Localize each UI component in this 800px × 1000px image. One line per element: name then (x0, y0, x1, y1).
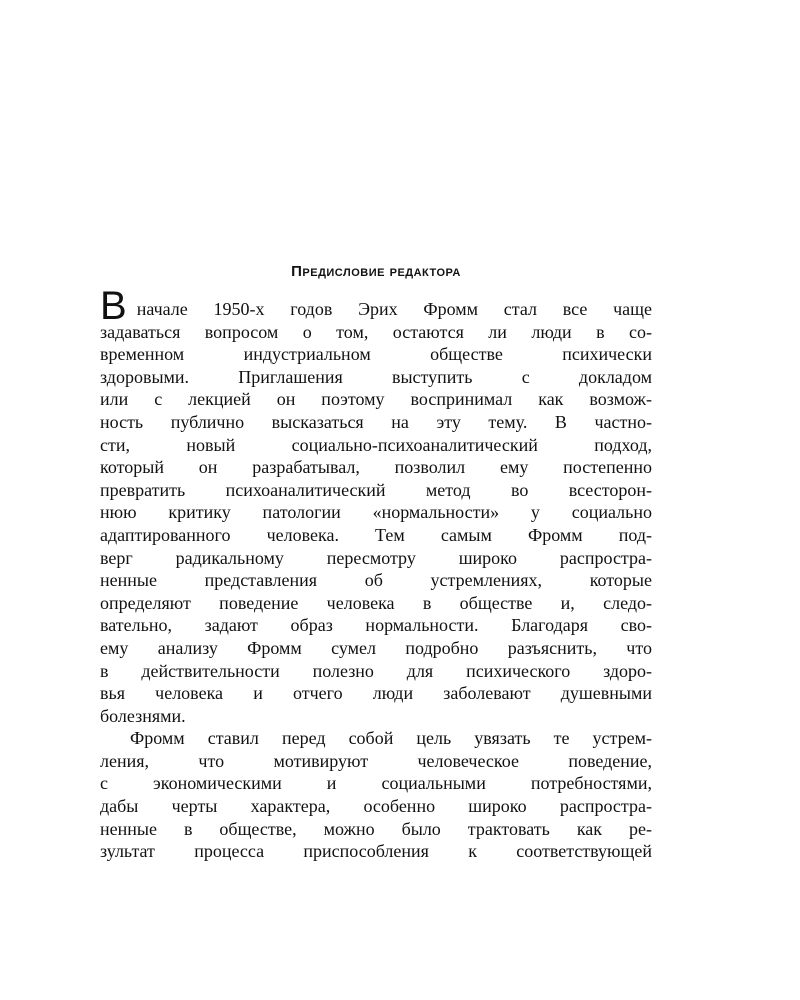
text-line: болезнями. (100, 705, 186, 726)
text-line (100, 283, 652, 328)
text-line: ность публично высказаться на эту тему. В частно- (100, 411, 652, 432)
text-line: Фромм ставил перед собой цель увязать те устрем- (130, 728, 652, 749)
text-line: нюю критику патологии «нормальности» у социально (100, 502, 652, 523)
text-line: ненные представления об устремлениях, которые (100, 570, 652, 591)
text-line: дабы черты характера, особенно широко распростра- (100, 796, 652, 817)
drop-cap: В (100, 283, 127, 328)
text-line: определяют поведение человека в обществе и, следо- (100, 592, 652, 613)
text-line: который он разрабатывал, позволил ему постепенно (100, 457, 652, 478)
text-line: сти, новый социально-психоаналитический подход, (100, 434, 652, 455)
text-line: или с лекцией он поэтому воспринимал как возмож- (100, 389, 652, 410)
text-line: с экономическими и социальными потребностями, (100, 773, 652, 794)
text-line: превратить психоаналитический метод во всесторон- (100, 479, 652, 500)
text-line: временном индустриальном обществе психически (100, 344, 652, 365)
body-text (100, 283, 652, 863)
text-line: ненные в обществе, можно было трактовать как ре- (100, 818, 652, 839)
page-title: Предисловие редактора (291, 263, 461, 280)
text-line: верг радикальному пересмотру широко распростра- (100, 547, 652, 568)
text-line-content: начале 1950-х годов Эрих Фромм стал все чаще (136, 299, 652, 319)
text-line: задаваться вопросом о том, остаются ли люди в со- (100, 321, 652, 342)
text-line: адаптированного человека. Тем самым Фромм под- (100, 524, 652, 545)
text-line: ления, что мотивируют человеческое поведение, (100, 750, 652, 771)
text-line: зультат процесса приспособления к соответствующей (100, 841, 652, 862)
text-line: ему анализу Фромм сумел подробно разъяснить, что (100, 637, 652, 658)
text-line: в действительности полезно для психического здоро- (100, 660, 652, 681)
text-line: здоровыми. Приглашения выступить с докладом (100, 366, 652, 387)
text-line: вья человека и отчего люди заболевают душевными (100, 683, 652, 704)
text-line: вательно, задают образ нормальности. Благодаря сво- (100, 615, 652, 636)
